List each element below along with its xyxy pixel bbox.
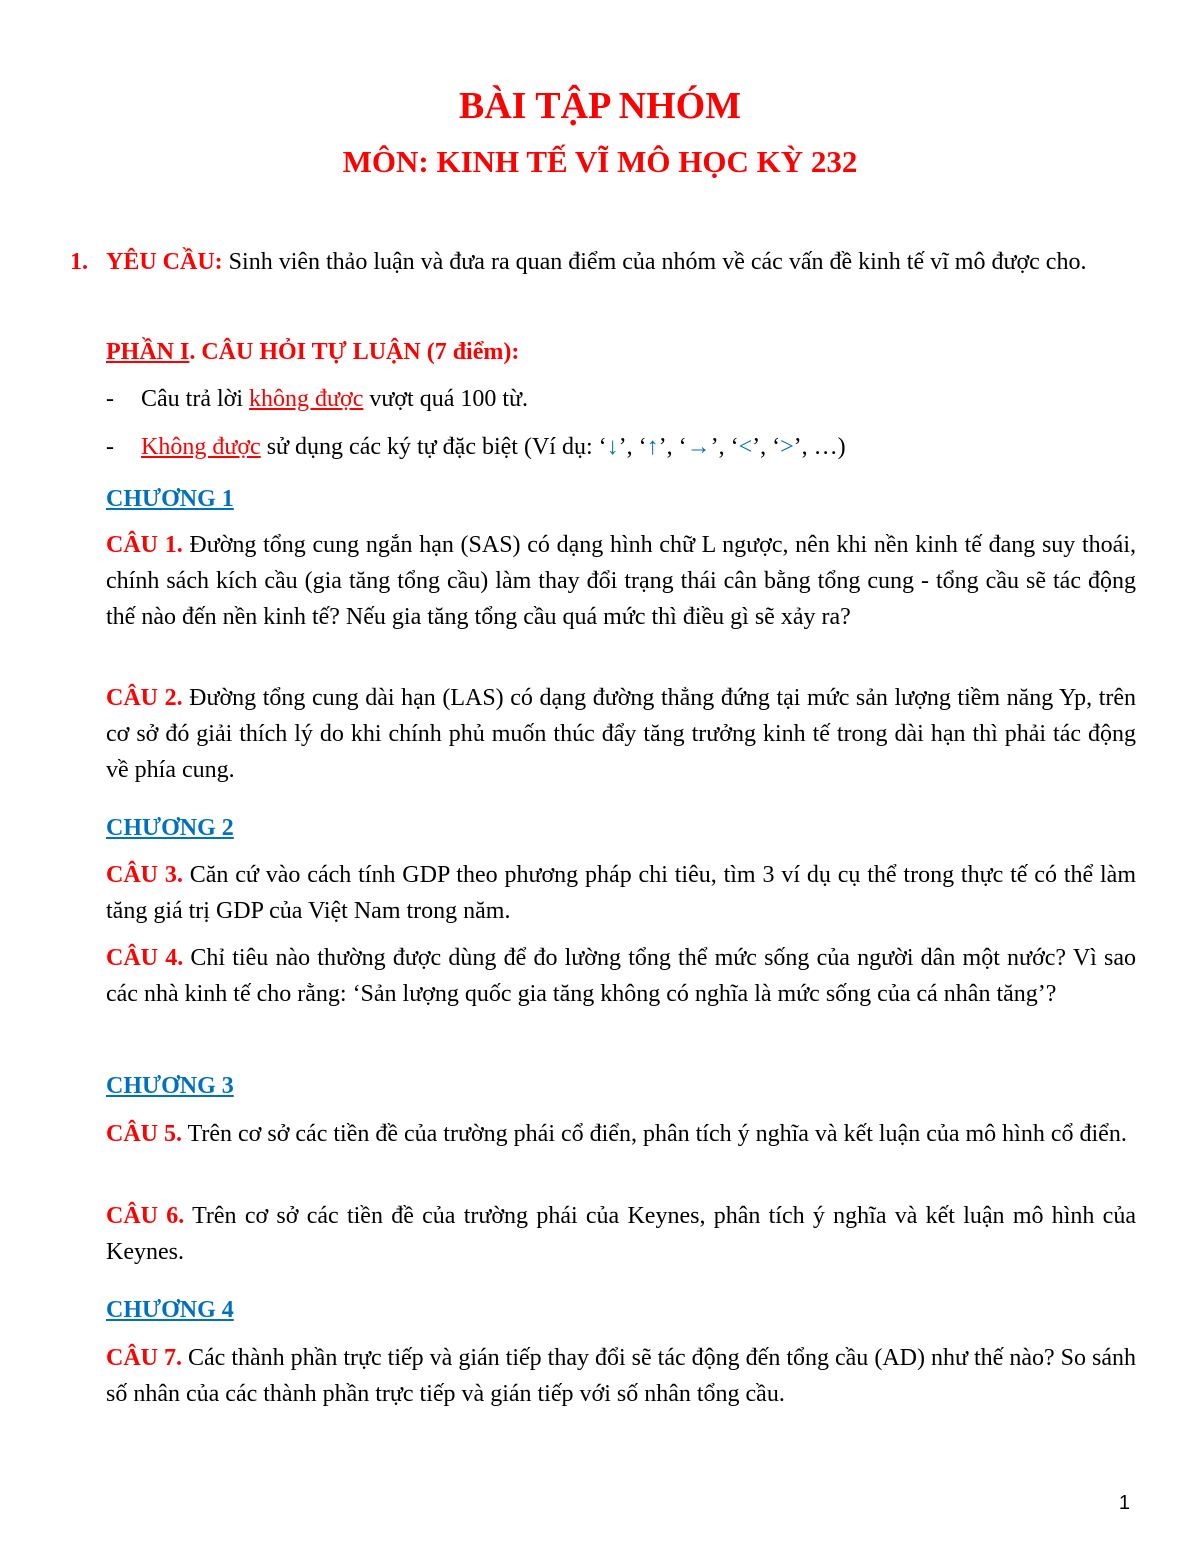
bullet-dash: -: [106, 386, 114, 412]
requirement-label: YÊU CẦU:: [106, 249, 223, 275]
less-than-symbol: <: [738, 434, 753, 460]
question-paragraph: [106, 857, 1136, 929]
question-text: Đường tổng cung ngắn hạn (SAS) có dạng hình chữ L ngược, nên khi nền kinh tế đang suy thoái, chính sách kích cầu (gia tăng tổng cầu) làm thay đổi trạng thái cân bằng tổng cung - tổng cầu sẽ tác động thế nào đến nền kinh tế? Nếu gia tăng tổng cầu quá mức thì điều gì sẽ xảy ra?: [106, 532, 1136, 630]
question-text: Các thành phần trực tiếp và gián tiếp thay đổi sẽ tác động đến tổng cầu (AD) như thế nào? So sánh số nhân của các thành phần trực tiếp và gián tiếp với số nhân tổng cầu.: [106, 1345, 1136, 1407]
right-arrow-symbol: →: [686, 434, 711, 460]
question-paragraph: [106, 1116, 1136, 1152]
part-heading: [106, 334, 519, 370]
document-subtitle: MÔN: KINH TẾ VĨ MÔ HỌC KỲ 232: [342, 144, 858, 179]
question-text: Căn cứ vào cách tính GDP theo phương pháp chi tiêu, tìm 3 ví dụ cụ thể trong thực tế có thể làm tăng giá trị GDP của Việt Nam trong năm.: [106, 862, 1136, 924]
question-text: Chỉ tiêu nào thường được dùng để đo lường tổng thể mức sống của người dân một nước? Vì sao các nhà kinh tế cho rằng: ‘Sản lượng quốc gia tăng không có nghĩa là mức sống của cá nhân tăng’?: [106, 945, 1137, 1007]
bullet-text: ’, ‘: [710, 434, 739, 460]
question-label: CÂU 1.: [106, 532, 183, 558]
question-label: CÂU 6.: [106, 1203, 185, 1229]
question-paragraph: [106, 680, 1136, 788]
question-paragraph: [106, 1198, 1136, 1270]
bullet-emphasis: không được: [249, 386, 364, 412]
part-rest: . CÂU HỎI TỰ LUẬN (7 điểm):: [189, 339, 520, 365]
question-paragraph: [106, 940, 1136, 1012]
question-text: Trên cơ sở các tiền đề của trường phái cổ điển, phân tích ý nghĩa và kết luận của mô hình cổ điển.: [182, 1121, 1127, 1147]
bullet-text: ’, …): [793, 434, 846, 460]
bullet-text: ’, ‘: [752, 434, 781, 460]
requirement-paragraph: [70, 244, 1140, 280]
document-title: BÀI TẬP NHÓM: [458, 85, 742, 127]
question-label: CÂU 2.: [106, 685, 183, 711]
bullet-text: ’, ‘: [658, 434, 687, 460]
bullet-dash: -: [106, 434, 114, 460]
greater-than-symbol: >: [780, 434, 794, 460]
up-arrow-symbol: ↑: [646, 434, 659, 460]
question-label: CÂU 5.: [106, 1121, 182, 1147]
question-label: CÂU 7.: [106, 1345, 183, 1371]
requirement-text: Sinh viên thảo luận và đưa ra quan điểm của nhóm về các vấn đề kinh tế vĩ mô được cho.: [222, 249, 1087, 275]
question-label: CÂU 3.: [106, 862, 183, 888]
bullet-text: sử dụng các ký tự đặc biệt (Ví dụ: ‘: [260, 434, 607, 460]
question-paragraph: [106, 527, 1136, 635]
chapter-heading: CHƯƠNG 2: [106, 815, 234, 841]
question-label: CÂU 4.: [106, 945, 184, 971]
requirement-number: 1.: [70, 249, 88, 275]
bullet-item: [106, 429, 1136, 465]
bullet-text: vượt quá 100 từ.: [363, 386, 529, 412]
chapter-heading: CHƯƠNG 3: [106, 1073, 234, 1099]
bullet-text: ’, ‘: [618, 434, 647, 460]
chapter-heading: CHƯƠNG 1: [106, 486, 234, 512]
bullet-text: Câu trả lời: [141, 386, 249, 412]
chapter-heading: CHƯƠNG 4: [106, 1297, 234, 1323]
page-number: 1: [1118, 1492, 1130, 1514]
bullet-emphasis: Không được: [141, 434, 261, 460]
question-paragraph: [106, 1340, 1136, 1412]
part-prefix: PHẦN I: [106, 339, 190, 365]
bullet-item: [106, 381, 1136, 417]
question-text: Đường tổng cung dài hạn (LAS) có dạng đường thẳng đứng tại mức sản lượng tiềm năng Yp, trên cơ sở đó giải thích lý do khi chính phủ muốn thúc đẩy tăng trưởng kinh tế trong dài hạn thì phải tác động về phía cung.: [106, 685, 1137, 783]
down-arrow-symbol: ↓: [606, 434, 619, 460]
question-text: Trên cơ sở các tiền đề của trường phái của Keynes, phân tích ý nghĩa và kết luận mô hình của Keynes.: [106, 1203, 1136, 1265]
